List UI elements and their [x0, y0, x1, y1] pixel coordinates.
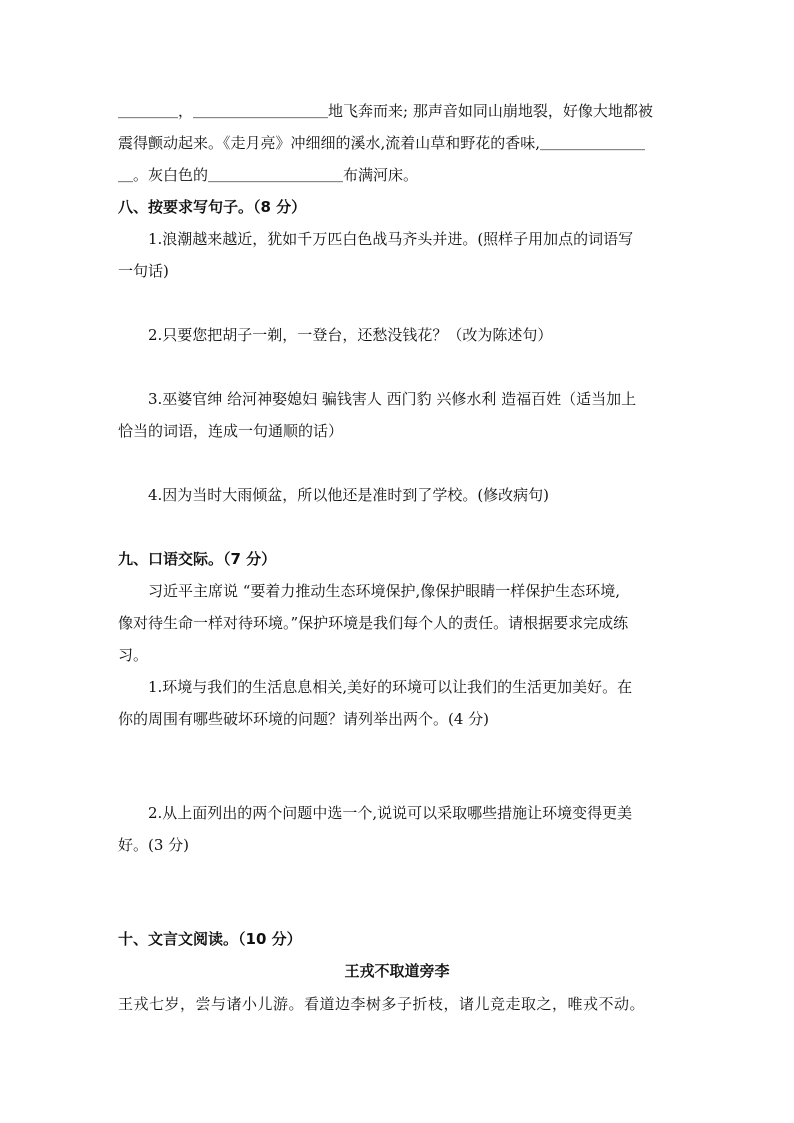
section8-q3-line2: 恰当的词语，连成一句通顺的话） — [118, 422, 344, 440]
section8-q4: 4.因为当时大雨倾盆，所以他还是准时到了学校。(修改病句) — [148, 486, 550, 504]
section10-text-line1: 王戎七岁，尝与诸小儿游。看道边李树多子折枝，诸儿竞走取之，唯戎不动。 — [118, 995, 646, 1013]
section7-line2: 震得颤动起来。《走月亮》冲细细的溪水,流着山草和野花的香味,＿＿＿＿＿＿＿ — [118, 134, 646, 152]
section8-q1-line2: 一句话) — [118, 262, 169, 280]
section8-q3-line1: 3.巫婆官绅 给河神娶媳妇 骗钱害人 西门豹 兴修水利 造福百姓（适当加上 — [148, 390, 637, 408]
section8-q2: 2.只要您把胡子一剃，一登台，还愁没钱花？（改为陈述句） — [148, 326, 553, 344]
section10-title: 王戎不取道旁李 — [344, 962, 450, 980]
section9-q1-line1: 1.环境与我们的生活息息相关,美好的环境可以让我们的生活更加美好。在 — [148, 678, 633, 696]
section9-heading: 九、口语交际。（7 分） — [118, 550, 277, 568]
section7-line1: ＿＿＿＿，＿＿＿＿＿＿＿＿＿地飞奔而来; 那声音如同山崩地裂，好像大地都被 — [118, 102, 653, 120]
section9-q1-line2: 你的周围有哪些破坏环境的问题？请列举出两个。(4 分) — [118, 710, 490, 728]
section8-q1-line1: 1.浪潮越来越近，犹如千万匹白色战马齐头并进。(照样子用加点的词语写 — [148, 230, 634, 248]
section8-heading: 八、按要求写句子。（8 分） — [118, 198, 307, 216]
section9-intro-line1: 习近平主席说 “要着力推动生态环境保护,像保护眼睛一样保护生态环境, — [148, 582, 620, 600]
section9-intro-line2: 像对待生命一样对待环境。”保护环境是我们每个人的责任。请根据要求完成练 — [118, 614, 629, 632]
section9-intro-line3: 习。 — [118, 646, 149, 664]
section10-heading: 十、文言文阅读。（10 分） — [118, 930, 302, 948]
section9-q2-line1: 2.从上面列出的两个问题中选一个,说说可以采取哪些措施让环境变得更美 — [148, 804, 633, 822]
section9-q2-line2: 好。(3 分) — [118, 836, 190, 854]
section7-line3: ＿。灰白色的＿＿＿＿＿＿＿＿＿布满河床。 — [118, 166, 419, 184]
